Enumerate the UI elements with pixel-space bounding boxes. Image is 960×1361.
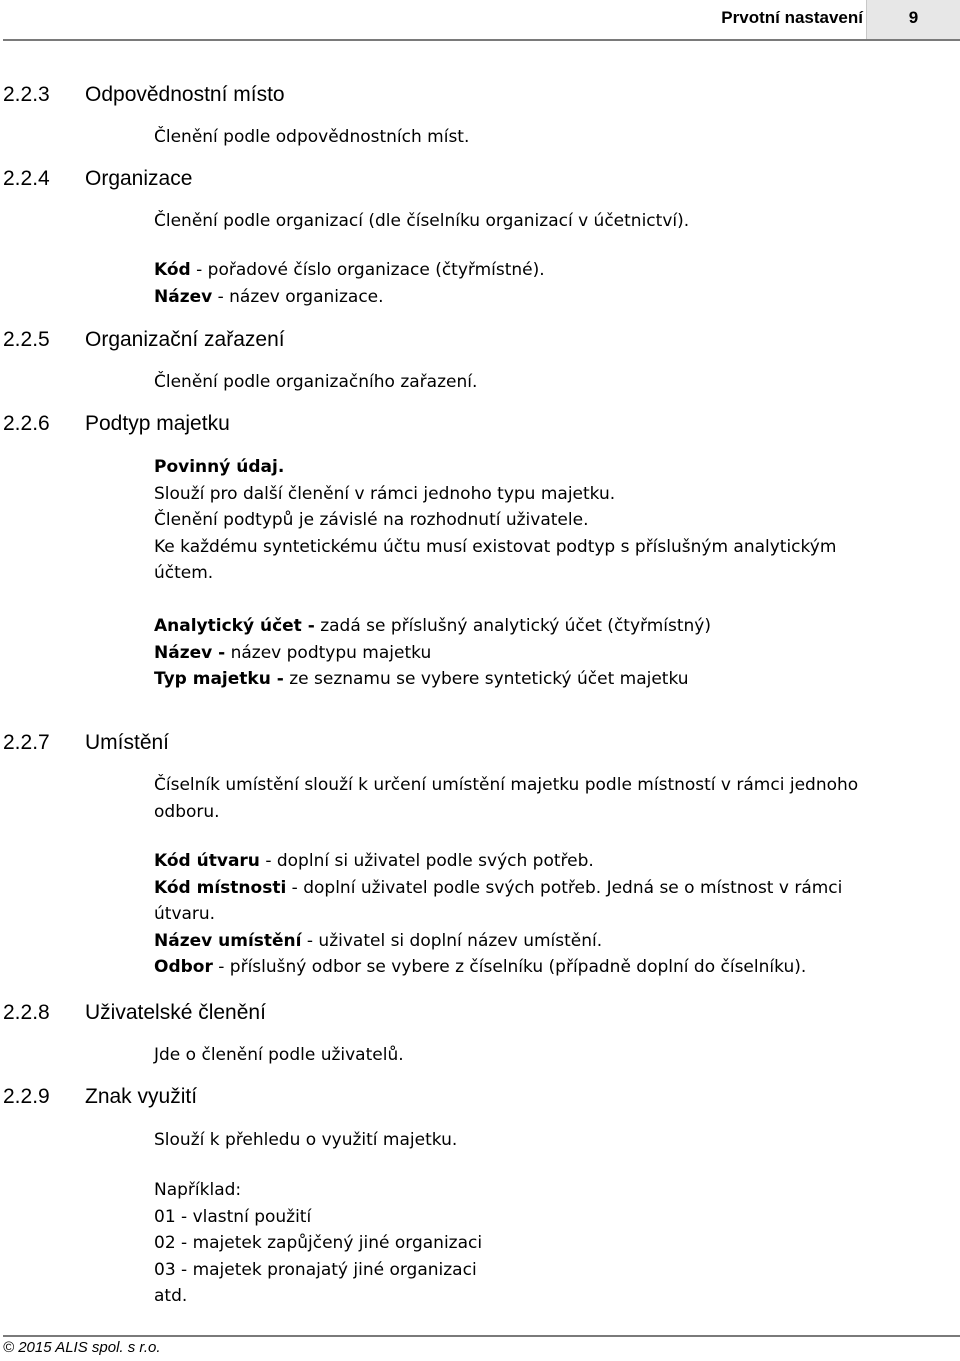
section-title: Znak využití (85, 1085, 198, 1108)
paragraph-line: Ke každému syntetickému účtu musí existovat podtyp s příslušným analytickým (154, 536, 837, 557)
section-title: Uživatelské členění (85, 1001, 266, 1024)
paragraph-block (154, 772, 944, 825)
field-text: zadá se příslušný analytický účet (čtyřmístný) (314, 616, 711, 636)
example-list (154, 1177, 944, 1310)
section-number: 2.2.4 (3, 167, 50, 190)
section-number: 2.2.9 (3, 1085, 50, 1108)
header-divider (3, 39, 960, 41)
field-text: - název organizace. (212, 286, 384, 307)
footer-divider (3, 1335, 960, 1337)
section-heading-umisteni (3, 731, 169, 755)
field-text: ze seznamu se vybere syntetický účet majetku (283, 669, 689, 689)
field-text: název podtypu majetku (225, 642, 432, 663)
footer-copyright: © 2015 ALIS spol. s r.o. (3, 1339, 161, 1356)
section-heading-odpovednostni-misto (3, 83, 285, 107)
section-title: Umístění (85, 731, 170, 754)
section-heading-uzivatelske-cleneni (3, 1001, 266, 1025)
section-title: Podtyp majetku (85, 412, 230, 435)
field-label: Odbor (154, 957, 213, 977)
paragraph-line: účtem. (154, 563, 214, 583)
paragraph-text: Členění podle organizací (dle číselníku organizací v účetnictví). (154, 211, 690, 231)
example-item: 01 - vlastní použití (154, 1206, 312, 1227)
field-line-continuation: útvaru. (154, 904, 216, 924)
field-label: Analytický účet - (154, 616, 315, 636)
field-text: - příslušný odbor se vybere z číselníku (případně doplní do číselníku). (212, 957, 807, 977)
section-number: 2.2.7 (3, 731, 50, 754)
section-title: Odpovědnostní místo (85, 83, 285, 106)
page-number-box (866, 0, 960, 40)
paragraph-text: Jde o členění podle uživatelů. (154, 1045, 404, 1065)
paragraph (154, 1042, 944, 1069)
paragraph-block (154, 454, 944, 587)
section-title: Organizace (85, 167, 193, 190)
field-text: - pořadové číslo organizace (čtyřmístné). (190, 260, 545, 280)
field-label: Typ majetku - (154, 669, 284, 689)
field-description-list (154, 848, 944, 981)
field-text: - doplní si uživatel podle svých potřeb. (259, 851, 594, 871)
paragraph-text: Členění podle odpovědnostních míst. (154, 127, 470, 147)
required-note: Povinný údaj. (154, 457, 285, 477)
page-header (0, 0, 960, 40)
field-line (154, 928, 944, 955)
example-label: Například: (154, 1180, 242, 1200)
paragraph (154, 369, 944, 396)
section-title: Organizační zařazení (85, 328, 285, 351)
field-label: Název umístění (154, 930, 302, 951)
section-number: 2.2.5 (3, 328, 50, 351)
field-line (154, 613, 944, 640)
field-line (154, 284, 944, 311)
field-label: Název (154, 286, 213, 307)
field-line (154, 666, 944, 693)
paragraph-line: Členění podtypů je závislé na rozhodnutí uživatele. (154, 510, 589, 530)
paragraph (154, 208, 944, 235)
field-line (154, 875, 944, 902)
paragraph-line: Číselník umístění slouží k určení umístění majetku podle místností v rámci jednoho (154, 775, 859, 795)
example-item: atd. (154, 1286, 188, 1306)
section-number: 2.2.8 (3, 1001, 50, 1024)
paragraph-text: Členění podle organizačního zařazení. (154, 372, 478, 392)
paragraph-text: Slouží k přehledu o využití majetku. (154, 1130, 458, 1150)
section-heading-podtyp-majetku (3, 412, 230, 436)
field-line (154, 640, 944, 667)
field-description-list (154, 257, 944, 310)
field-label: Název - (154, 642, 226, 663)
example-item: 02 - majetek zapůjčený jiné organizaci (154, 1233, 483, 1253)
paragraph-line: Slouží pro další členění v rámci jednoho typu majetku. (154, 483, 616, 504)
field-line (154, 954, 944, 981)
field-label: Kód (154, 260, 191, 280)
section-heading-organizace (3, 167, 192, 191)
section-number: 2.2.3 (3, 83, 50, 106)
section-heading-znak-vyuziti (3, 1085, 197, 1109)
field-label: Kód místnosti (154, 877, 287, 898)
field-text: - uživatel si doplní název umístění. (301, 930, 603, 951)
example-item: 03 - majetek pronajatý jiné organizaci (154, 1259, 477, 1280)
section-heading-organizacni-zarazeni (3, 328, 285, 352)
field-line (154, 257, 944, 284)
field-label: Kód útvaru (154, 851, 260, 871)
field-text: - doplní uživatel podle svých potřeb. Jedná se o místnost v rámci (286, 877, 843, 898)
field-description-list (154, 613, 944, 693)
paragraph (154, 1127, 944, 1154)
section-number: 2.2.6 (3, 412, 50, 435)
paragraph-line: odboru. (154, 801, 220, 822)
field-line (154, 848, 944, 875)
header-title: Prvotní nastavení (721, 8, 863, 27)
page-number: 9 (908, 8, 919, 27)
paragraph (154, 124, 944, 151)
